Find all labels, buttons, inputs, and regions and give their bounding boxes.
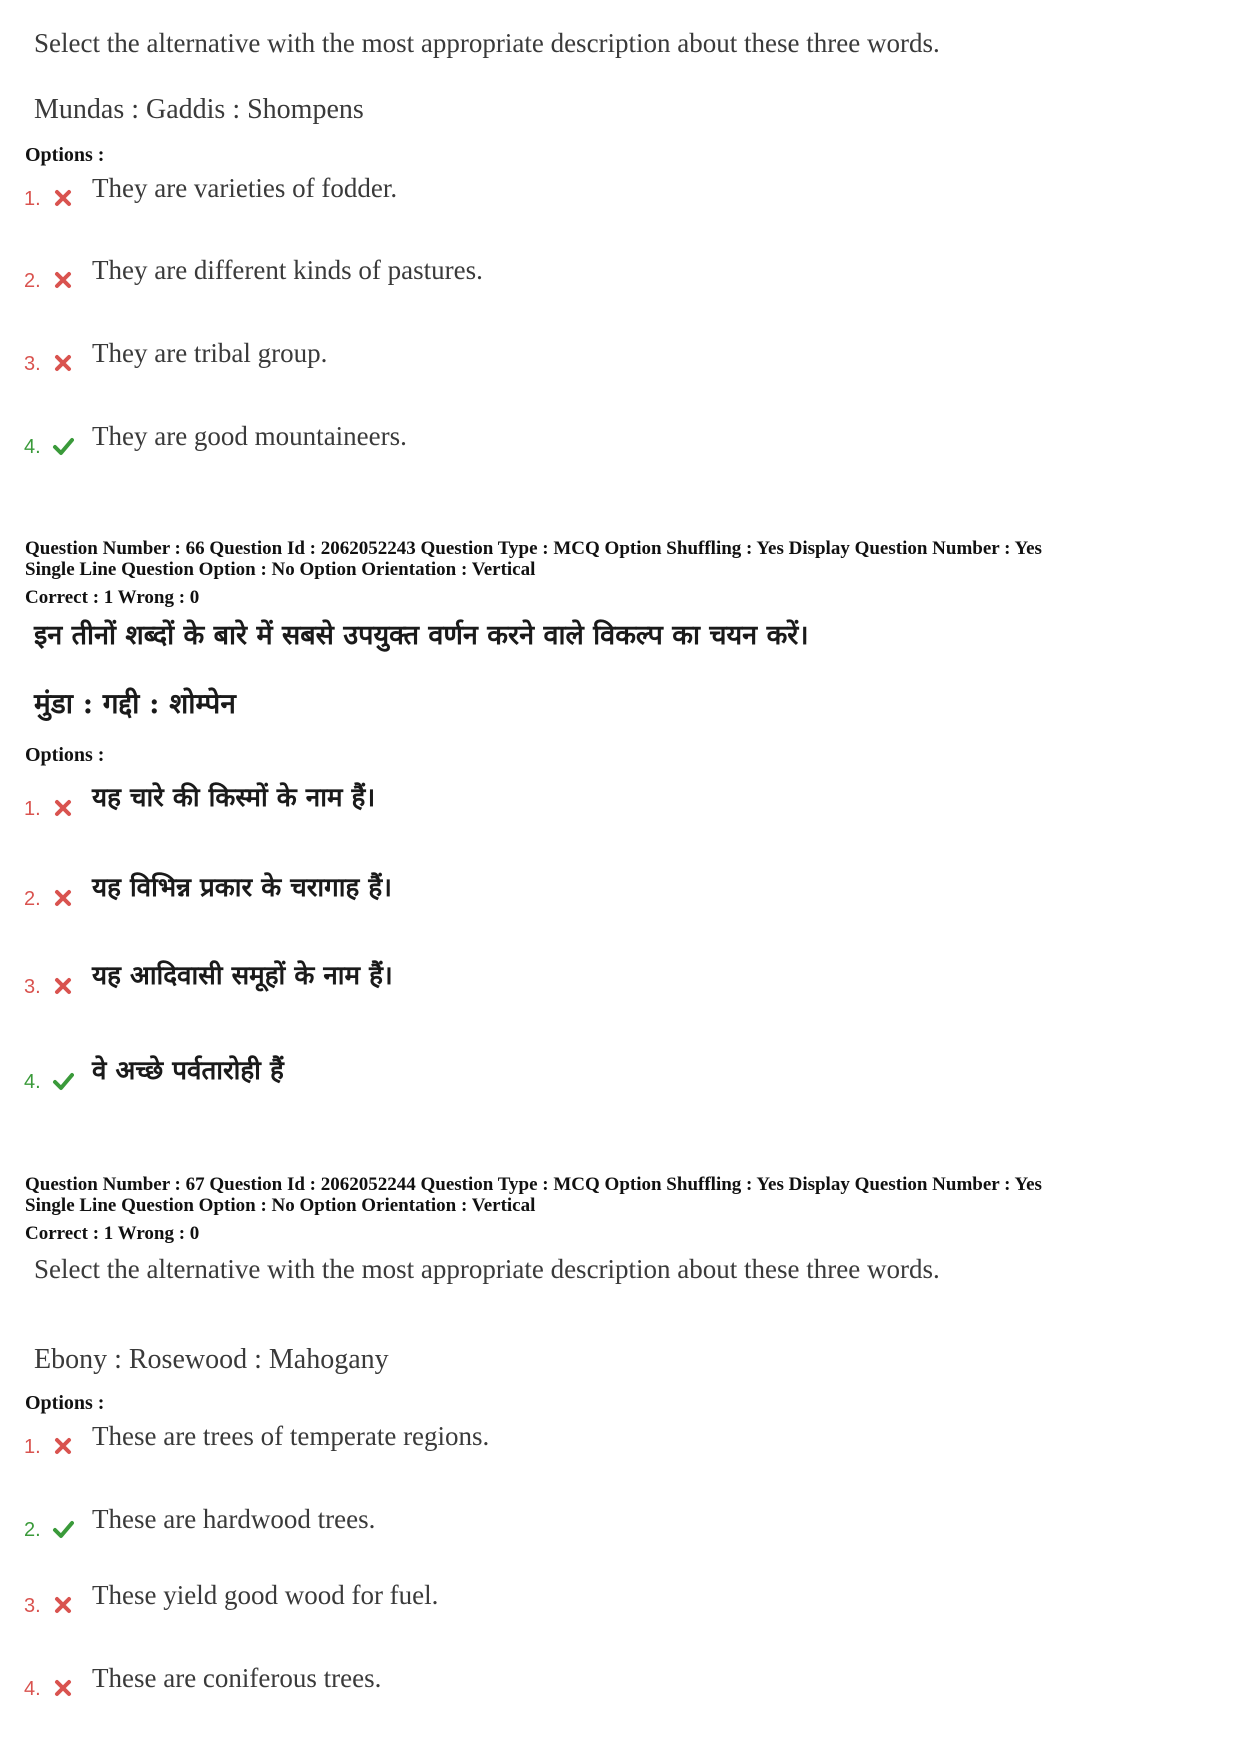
option-number: 2.	[24, 270, 41, 292]
option-row	[0, 1582, 1200, 1622]
option-number: 1.	[24, 798, 41, 820]
option-number: 1.	[24, 1436, 41, 1458]
option-text: यह विभिन्न प्रकार के चरागाह हैं।	[92, 873, 392, 903]
question-words: मुंडा : गद्दी : शोम्पेन	[34, 687, 236, 720]
option-number: 3.	[24, 976, 41, 998]
question-meta-line1: Question Number : 67 Question Id : 2062052244 Question Type : MCQ Option Shuffling : Yes Display Question Number : Yes	[25, 1174, 1042, 1195]
question-text: Select the alternative with the most appropriate description about these three words.	[34, 28, 940, 58]
option-row	[0, 1665, 1200, 1705]
option-text: These are trees of temperate regions.	[92, 1421, 490, 1451]
option-number: 3.	[24, 1595, 41, 1617]
option-text: यह आदिवासी समूहों के नाम हैं।	[92, 961, 393, 991]
option-row	[0, 1058, 1200, 1098]
question-words: Ebony : Rosewood : Mahogany	[34, 1344, 389, 1375]
option-number: 3.	[24, 353, 41, 375]
option-number: 4.	[24, 1071, 41, 1093]
question-text: इन तीनों शब्दों के बारे में सबसे उपयुक्त वर्णन करने वाले विकल्प का चयन करें।	[34, 620, 809, 651]
cross-icon	[52, 352, 74, 374]
option-row	[0, 875, 1200, 915]
option-text: यह चारे की किस्मों के नाम हैं।	[92, 783, 376, 813]
option-row	[0, 175, 1200, 215]
question-text: Select the alternative with the most appropriate description about these three words.	[34, 1254, 940, 1284]
options-label: Options :	[25, 744, 105, 766]
cross-icon	[52, 187, 74, 209]
option-text: These are hardwood trees.	[92, 1504, 376, 1534]
check-icon	[52, 435, 74, 457]
question-meta-line2: Single Line Question Option : No Option Orientation : Vertical	[25, 559, 536, 580]
option-number: 4.	[24, 1678, 41, 1700]
options-label: Options :	[25, 144, 105, 166]
option-row	[0, 340, 1200, 380]
cross-icon	[52, 1677, 74, 1699]
check-icon	[52, 1070, 74, 1092]
option-text: They are different kinds of pastures.	[92, 255, 483, 285]
question-marks: Correct : 1 Wrong : 0	[25, 587, 200, 608]
question-meta-line2: Single Line Question Option : No Option Orientation : Vertical	[25, 1195, 536, 1216]
cross-icon	[52, 975, 74, 997]
option-text: These are coniferous trees.	[92, 1663, 382, 1693]
option-text: They are good mountaineers.	[92, 421, 407, 451]
cross-icon	[52, 1594, 74, 1616]
options-label: Options :	[25, 1392, 105, 1414]
option-row	[0, 785, 1200, 825]
option-row	[0, 1423, 1200, 1463]
option-row	[0, 423, 1200, 463]
option-number: 4.	[24, 436, 41, 458]
check-icon	[52, 1518, 74, 1540]
option-row	[0, 1506, 1200, 1546]
option-text: They are tribal group.	[92, 338, 328, 368]
question-words: Mundas : Gaddis : Shompens	[34, 94, 364, 125]
option-text: They are varieties of fodder.	[92, 173, 398, 203]
option-text: These yield good wood for fuel.	[92, 1580, 439, 1610]
option-number: 2.	[24, 1519, 41, 1541]
option-number: 1.	[24, 188, 41, 210]
option-row	[0, 963, 1200, 1003]
cross-icon	[52, 797, 74, 819]
question-marks: Correct : 1 Wrong : 0	[25, 1223, 200, 1244]
cross-icon	[52, 887, 74, 909]
cross-icon	[52, 1435, 74, 1457]
option-text: वे अच्छे पर्वतारोही हैं	[92, 1056, 284, 1086]
option-number: 2.	[24, 888, 41, 910]
question-meta-line1: Question Number : 66 Question Id : 2062052243 Question Type : MCQ Option Shuffling : Yes Display Question Number : Yes	[25, 538, 1042, 559]
option-row	[0, 257, 1200, 297]
cross-icon	[52, 269, 74, 291]
